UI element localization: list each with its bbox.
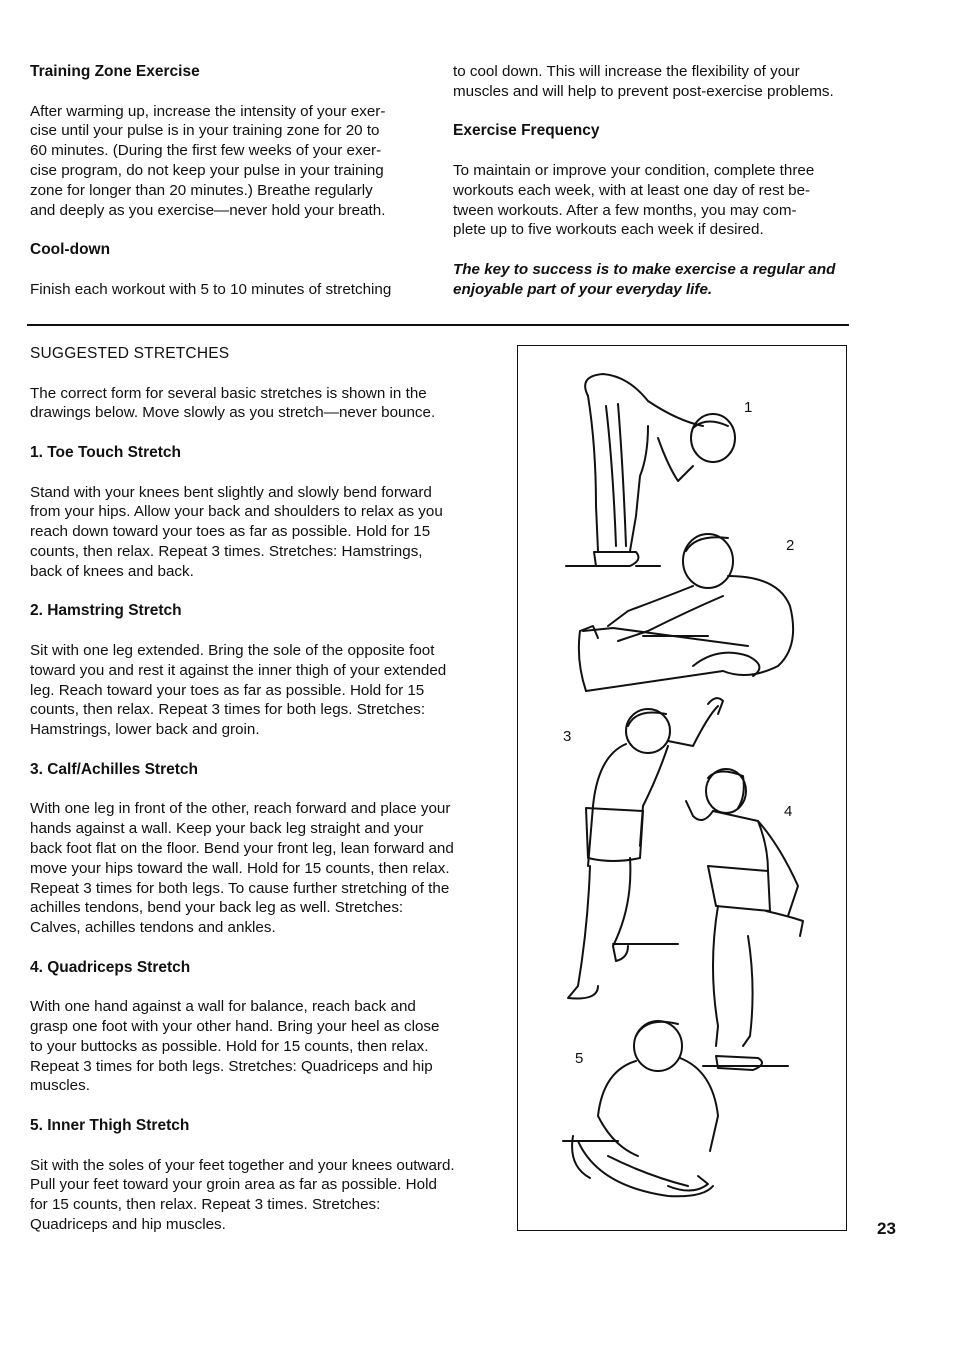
exercise-frequency-heading: Exercise Frequency bbox=[453, 122, 600, 140]
stretch-heading-quadriceps: 4. Quadriceps Stretch bbox=[30, 958, 191, 976]
stretch-line: grasp one foot with your other hand. Bring your heel as close bbox=[30, 1018, 440, 1036]
stretch-line: Sit with the soles of your feet together and your knees outward. bbox=[30, 1156, 455, 1174]
exercise-frequency-line: workouts each week, with at least one day of rest be- bbox=[453, 181, 811, 199]
stretch-illustrations bbox=[517, 345, 847, 1231]
stretches-intro-line: The correct form for several basic stretches is shown in the bbox=[30, 384, 427, 402]
stretch-line: Repeat 3 times for both legs. To cause further stretching of the bbox=[30, 879, 450, 897]
page-number: 23 bbox=[877, 1219, 896, 1238]
stretch-line: to your buttocks as possible. Hold for 15 counts, then relax. bbox=[30, 1037, 429, 1055]
hamstring-stretch-figure bbox=[579, 534, 793, 691]
figure-label-3: 3 bbox=[563, 728, 572, 745]
cool-down-continued-line: to cool down. This will increase the flexibility of your bbox=[453, 63, 800, 80]
training-zone-line: cise program, do not keep your pulse in your training bbox=[30, 161, 384, 179]
stretch-line: Repeat 3 times for both legs. Stretches: Quadriceps and hip bbox=[30, 1057, 433, 1075]
stretch-line: from your hips. Allow your back and shoulders to relax as you bbox=[30, 503, 443, 521]
stretch-line: Calves, achilles tendons and ankles. bbox=[30, 919, 276, 937]
stretch-line: counts, then relax. Repeat 3 times for both legs. Stretches: bbox=[30, 701, 426, 719]
stretch-line: achilles tendons, bend your back leg as well. Stretches: bbox=[30, 899, 404, 917]
figure-label-4: 4 bbox=[784, 803, 793, 820]
stretch-heading-inner-thigh: 5. Inner Thigh Stretch bbox=[30, 1117, 190, 1135]
training-zone-line: zone for longer than 20 minutes.) Breathe regularly bbox=[30, 181, 373, 199]
key-to-success-line: The key to success is to make exercise a regular and bbox=[453, 260, 836, 278]
stretches-intro-line: drawings below. Move slowly as you stretch—never bounce. bbox=[30, 404, 436, 422]
stretch-heading-calf-achilles: 3. Calf/Achilles Stretch bbox=[30, 760, 198, 778]
stretch-line: Hamstrings, lower back and groin. bbox=[30, 721, 260, 739]
training-zone-heading: Training Zone Exercise bbox=[30, 63, 200, 80]
stretch-line: Quadriceps and hip muscles. bbox=[30, 1216, 226, 1234]
stretch-line: counts, then relax. Repeat 3 times. Stretches: Hamstrings, bbox=[30, 542, 423, 560]
figure-label-1: 1 bbox=[744, 399, 753, 416]
exercise-frequency-line: plete up to five workouts each week if desired. bbox=[453, 221, 764, 239]
stretch-line: Stand with your knees bent slightly and slowly bend forward bbox=[30, 483, 432, 501]
key-to-success-line: enjoyable part of your everyday life. bbox=[453, 280, 713, 298]
calf-achilles-figure bbox=[568, 698, 723, 998]
cool-down-line: Finish each workout with 5 to 10 minutes of stretching bbox=[30, 280, 392, 298]
stretch-line: hands against a wall. Keep your back leg straight and your bbox=[30, 820, 424, 838]
training-zone-line: After warming up, increase the intensity of your exer- bbox=[30, 102, 386, 120]
stretches-heading: SUGGESTED STRETCHES bbox=[30, 345, 230, 362]
exercise-frequency-line: tween workouts. After a few months, you may com- bbox=[453, 201, 797, 219]
exercise-frequency-line: To maintain or improve your condition, complete three bbox=[453, 161, 815, 179]
cool-down-heading: Cool-down bbox=[30, 241, 111, 259]
stretch-line: back of knees and back. bbox=[30, 562, 194, 580]
stretch-line: leg. Reach toward your toes as far as possible. Hold for 15 bbox=[30, 681, 425, 699]
cool-down-continued-line: muscles and will help to prevent post-exercise problems. bbox=[453, 82, 834, 100]
stretch-line: for 15 counts, then relax. Repeat 3 times. Stretches: bbox=[30, 1196, 381, 1214]
stretch-line: reach down toward your toes as far as possible. Hold for 15 bbox=[30, 523, 431, 541]
stretch-heading-hamstring: 2. Hamstring Stretch bbox=[30, 602, 182, 620]
stretch-line: move your hips toward the wall. Hold for 15 counts, then relax. bbox=[30, 859, 450, 877]
training-zone-line: and deeply as you exercise—never hold your breath. bbox=[30, 201, 386, 219]
stretch-heading-toe-touch: 1. Toe Touch Stretch bbox=[30, 443, 181, 461]
training-zone-line: 60 minutes. (During the first few weeks of your exer- bbox=[30, 142, 382, 160]
inner-thigh-figure bbox=[563, 1021, 718, 1196]
stretch-line: toward you and rest it against the inner thigh of your extended bbox=[30, 661, 447, 679]
right-column bbox=[453, 62, 863, 300]
training-zone-line: cise until your pulse is in your training zone for 20 to bbox=[30, 122, 380, 140]
stretches-section bbox=[30, 344, 500, 1235]
figure-label-2: 2 bbox=[786, 537, 795, 554]
stretch-line: Pull your feet toward your groin area as far as possible. Hold bbox=[30, 1176, 437, 1194]
left-column bbox=[30, 62, 430, 300]
section-divider bbox=[27, 324, 849, 326]
stretch-line: back foot flat on the floor. Bend your front leg, lean forward and bbox=[30, 839, 454, 857]
stretch-line: Sit with one leg extended. Bring the sole of the opposite foot bbox=[30, 641, 435, 659]
stretch-line: With one leg in front of the other, reach forward and place your bbox=[30, 800, 451, 818]
figure-label-5: 5 bbox=[575, 1050, 584, 1067]
stretch-line: muscles. bbox=[30, 1077, 90, 1095]
stretch-line: With one hand against a wall for balance, reach back and bbox=[30, 998, 416, 1016]
stretch-drawings bbox=[518, 346, 848, 1232]
